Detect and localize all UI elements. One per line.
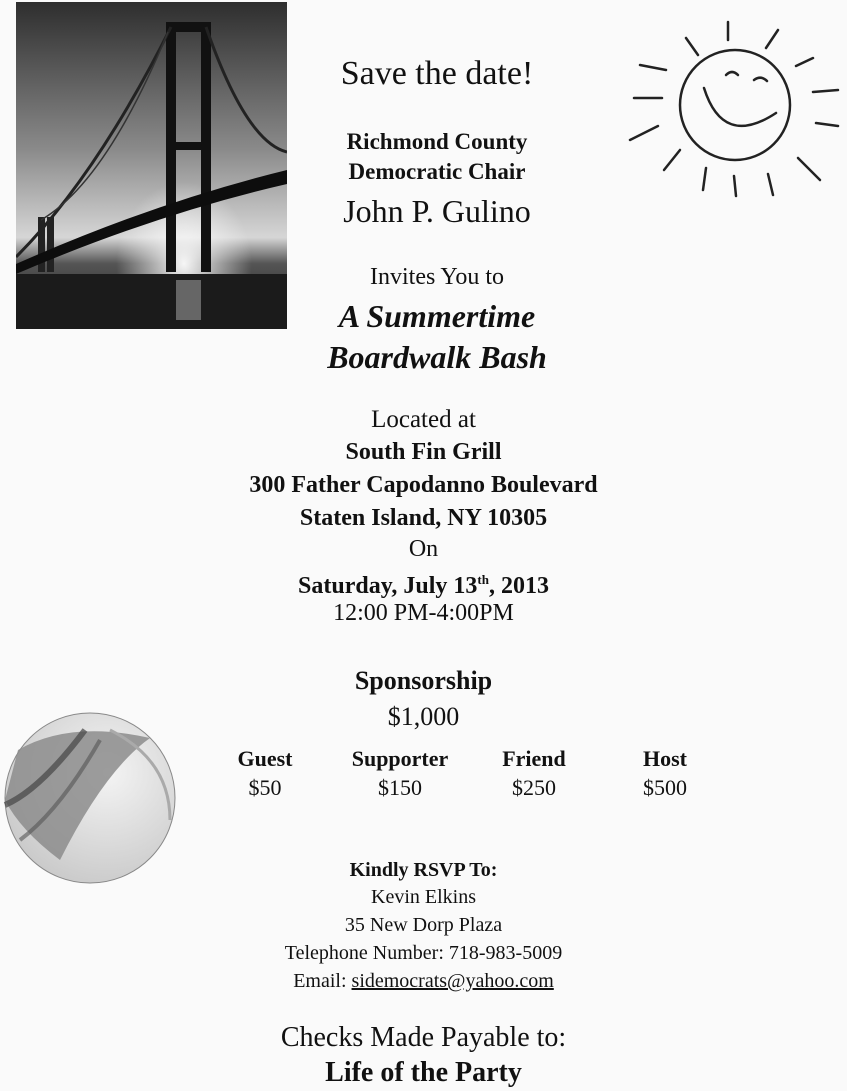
- tier-friend: [464, 745, 604, 803]
- event-time: 12:00 PM-4:00PM: [333, 600, 514, 626]
- tier-amount: $50: [248, 775, 282, 800]
- org-line-1: Richmond County: [346, 129, 528, 154]
- tier-guest: [195, 745, 335, 803]
- tier-name: Supporter: [351, 746, 449, 771]
- sponsorship-amount: $1,000: [387, 702, 460, 731]
- tier-name: Guest: [237, 746, 293, 771]
- sponsorship-label: Sponsorship: [354, 666, 493, 695]
- event-title-line-2: Boardwalk Bash: [327, 339, 547, 375]
- tier-amount: $500: [643, 775, 687, 800]
- tier-amount: $150: [378, 775, 422, 800]
- invites-line: Invites You to: [369, 264, 505, 290]
- venue-name: South Fin Grill: [345, 439, 502, 465]
- org-line-2: Democratic Chair: [348, 159, 526, 184]
- venue-city: Staten Island, NY 10305: [299, 505, 548, 531]
- event-date: Saturday, July 13th, 2013: [298, 572, 549, 599]
- host-name: John P. Gulino: [343, 193, 531, 229]
- tier-host: [595, 745, 735, 803]
- rsvp-name: Kevin Elkins: [371, 886, 476, 908]
- rsvp-label: Kindly RSVP To:: [349, 859, 498, 881]
- smiling-sun-icon: [628, 20, 840, 200]
- location-intro: Located at: [371, 406, 476, 433]
- tier-supporter: [330, 745, 470, 803]
- rsvp-phone: Telephone Number: 718-983-5009: [284, 942, 563, 964]
- on-label: On: [408, 536, 439, 562]
- tier-amount: $250: [512, 775, 556, 800]
- venue-street: 300 Father Capodanno Boulevard: [249, 472, 598, 498]
- rsvp-email-line: [0, 967, 847, 995]
- save-the-date-title: Save the date!: [340, 55, 534, 92]
- rsvp-address: 35 New Dorp Plaza: [344, 914, 503, 936]
- email-prefix: Email:: [293, 970, 352, 992]
- bridge-photo: [16, 2, 287, 329]
- tier-name: Friend: [502, 746, 566, 771]
- email-link[interactable]: sidemocrats@yahoo.com: [351, 970, 554, 992]
- checks-payee: Life of the Party: [325, 1057, 522, 1088]
- event-title-line-1: A Summertime: [338, 298, 536, 334]
- checks-label: Checks Made Payable to:: [280, 1022, 567, 1053]
- tier-name: Host: [643, 746, 687, 771]
